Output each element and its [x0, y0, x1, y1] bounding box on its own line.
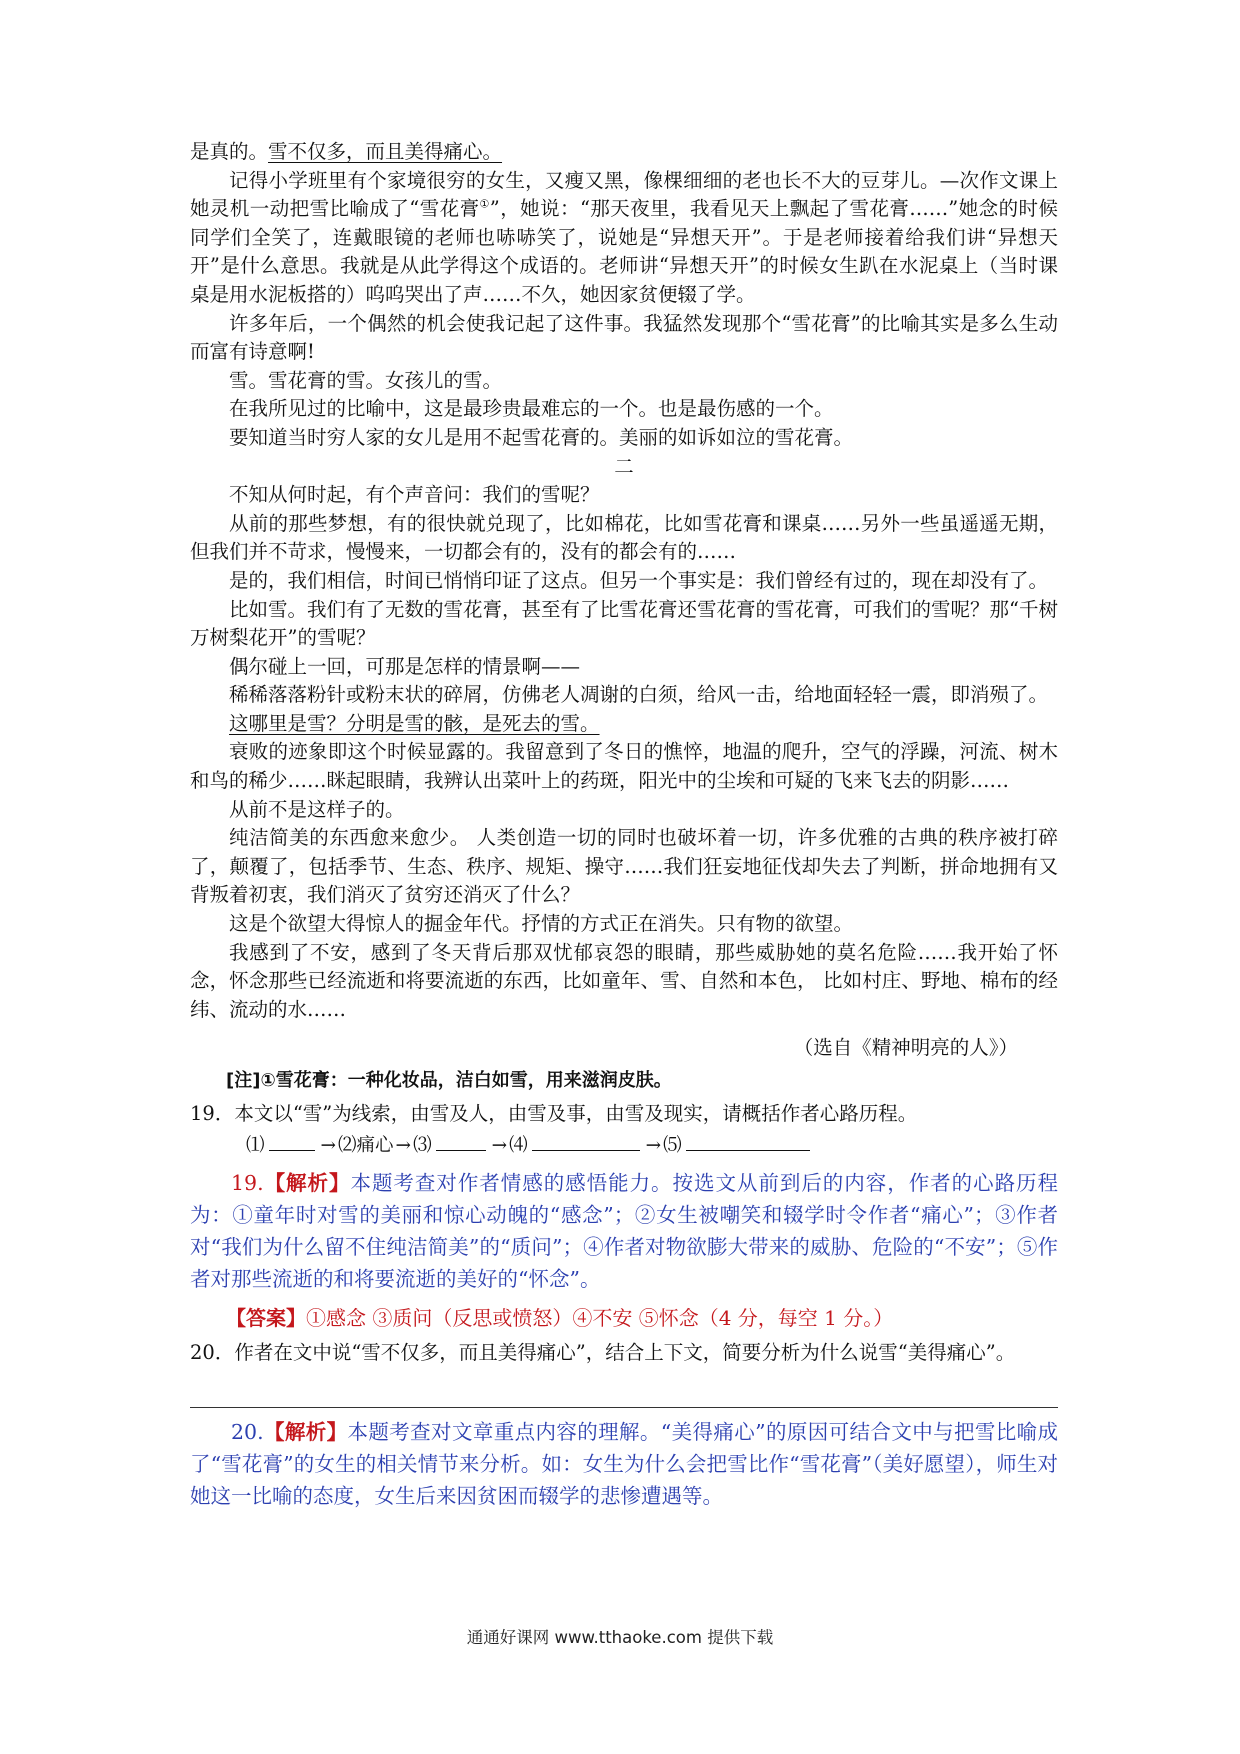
paragraph: 是的，我们相信，时间已悄悄印证了这点。但另一个事实是：我们曾经有过的，现在却没有了。 [229, 568, 1049, 592]
paragraph: 我感到了不安，感到了冬天背后那双忧郁哀怨的眼睛，那些威胁她的莫名危险……我开始了怀念，怀念那些已经流逝和将要流逝的东西，比如童年、雪、自然和本色， 比如村庄、野地、棉布的经纬、流动的水…… [190, 940, 1058, 1021]
paragraph: 是真的。雪不仅多，而且美得痛心。 [190, 140, 503, 163]
paragraph: 偶尔碰上一回，可那是怎样的情景啊—— [229, 654, 581, 678]
blank-4[interactable] [532, 1130, 640, 1151]
question-20: 20．作者在文中说“雪不仅多，而且美得痛心”，结合上下文，简要分析为什么说雪“美得痛心”。 [190, 1340, 1016, 1364]
page-footer: 通通好课网 www.tthaoke.com 提供下载 [466, 1628, 774, 1647]
answer-19: 【答案】①感念 ③质问（反思或愤怒）④不安 ⑤怀念（4 分，每空 1 分。） [226, 1305, 894, 1330]
paragraph: 衰败的迹象即这个时候显露的。我留意到了冬日的憔悴，地温的爬升，空气的浮躁，河流、树木和鸟的稀少……眯起眼睛，我辨认出菜叶上的药斑，阳光中的尘埃和可疑的飞来飞去的阴影…… [190, 740, 1058, 793]
paragraph: 比如雪。我们有了无数的雪花膏，甚至有了比雪花膏还雪花膏的雪花膏，可我们的雪呢？那“千树万树梨花开”的雪呢？ [190, 597, 1058, 650]
paragraph: 不知从何时起，有个声音问：我们的雪呢？ [229, 483, 600, 507]
paragraph: 从前的那些梦想，有的很快就兑现了，比如棉花，比如雪花膏和课桌……另外一些虽遥遥无期，但我们并不苛求，慢慢来，一切都会有的，没有的都会有的…… [190, 511, 1058, 564]
paragraph: 纯洁简美的东西愈来愈少。 人类创造一切的同时也破坏着一切，许多优雅的古典的秩序被打碎了，颠覆了，包括季节、生态、秩序、规矩、操守……我们狂妄地征伐却失去了判断，拼命地拥有又背叛着初衷，我们消灭了贫穷还消灭了什么？ [190, 826, 1058, 907]
answer-blanks: ⑴ → ⑵痛心 → ⑶ → ⑷ → ⑸ [246, 1130, 1058, 1161]
question-19: 19．本文以“雪”为线索，由雪及人，由雪及事，由雪及现实，请概括作者心路历程。 [190, 1101, 918, 1125]
footnote: [注]①雪花膏：一种化妆品，洁白如雪，用来滋润皮肤。 [226, 1070, 672, 1091]
paragraph: 在我所见过的比喻中，这是最珍贵最难忘的一个。也是最伤感的一个。 [229, 397, 834, 421]
paragraph: 要知道当时穷人家的女儿是用不起雪花膏的。美丽的如诉如泣的雪花膏。 [229, 425, 854, 449]
paragraph: 记得小学班里有个家境很穷的女生，又瘦又黑，像棵细细的老也长不大的豆芽儿。—次作文课上她灵机一动把雪比喻成了“雪花膏①”，她说：“那天夜里，我看见天上飘起了雪花膏……”她念的时候同学们全笑了，连戴眼镜的老师也哧哧笑了，说她是“异想天开”。于是老师接着给我们讲“异想天开”是什么意思。我就是从此学得这个成语的。老师讲“异想天开”的时候女生趴在水泥桌上（当时课桌是用水泥板搭的）呜呜哭出了声……不久，她因家贫便辍了学。 [190, 168, 1058, 306]
footnote-marker: ① [479, 197, 490, 211]
paragraph: 稀稀落落粉针或粉末状的碎屑，仿佛老人凋谢的白须，给风一击，给地面轻轻一震，即消殒了。 [229, 683, 1049, 707]
divider [190, 1407, 1058, 1408]
underlined-sentence: 雪不仅多，而且美得痛心。 [268, 140, 503, 163]
section-heading: 二 [614, 454, 634, 478]
paragraph: 从前不是这样子的。 [229, 797, 405, 821]
source-citation: （选自《精神明亮的人》） [793, 1036, 1018, 1060]
underlined-sentence: 这哪里是雪？分明是雪的骸，是死去的雪。 [229, 711, 600, 735]
blank-3[interactable] [436, 1130, 486, 1151]
analysis-20: 20.【解析】本题考查对文章重点内容的理解。“美得痛心”的原因可结合文中与把雪比喻成了“雪花膏”的女生的相关情节来分析。如：女生为什么会把雪比作“雪花膏”（美好愿望），师生对她这一比喻的态度，女生后来因贫困而辍学的悲惨遭遇等。 [190, 1420, 1058, 1509]
paragraph [190, 710, 1058, 739]
paragraph: 这是个欲望大得惊人的掘金年代。抒情的方式正在消失。只有物的欲望。 [229, 912, 854, 936]
analysis-19: 19.【解析】本题考查对作者情感的感悟能力。按选文从前到后的内容，作者的心路历程为：①童年时对雪的美丽和惊心动魄的“感念”；②女生被嘲笑和辍学时令作者“痛心”；③作者对“我们为什么留不住纯洁简美”的“质问”；④作者对物欲膨大带来的威胁、危险的“不安”；⑤作者对那些流逝的和将要流逝的美好的“怀念”。 [190, 1170, 1059, 1291]
document-body [190, 138, 1058, 1512]
paragraph: 雪。雪花膏的雪。女孩儿的雪。 [229, 368, 503, 392]
blank-1[interactable] [269, 1130, 315, 1151]
blank-5[interactable] [686, 1130, 810, 1151]
paragraph: 许多年后，一个偶然的机会使我记起了这件事。我猛然发现那个“雪花膏”的比喻其实是多么生动而富有诗意啊! [190, 311, 1058, 364]
